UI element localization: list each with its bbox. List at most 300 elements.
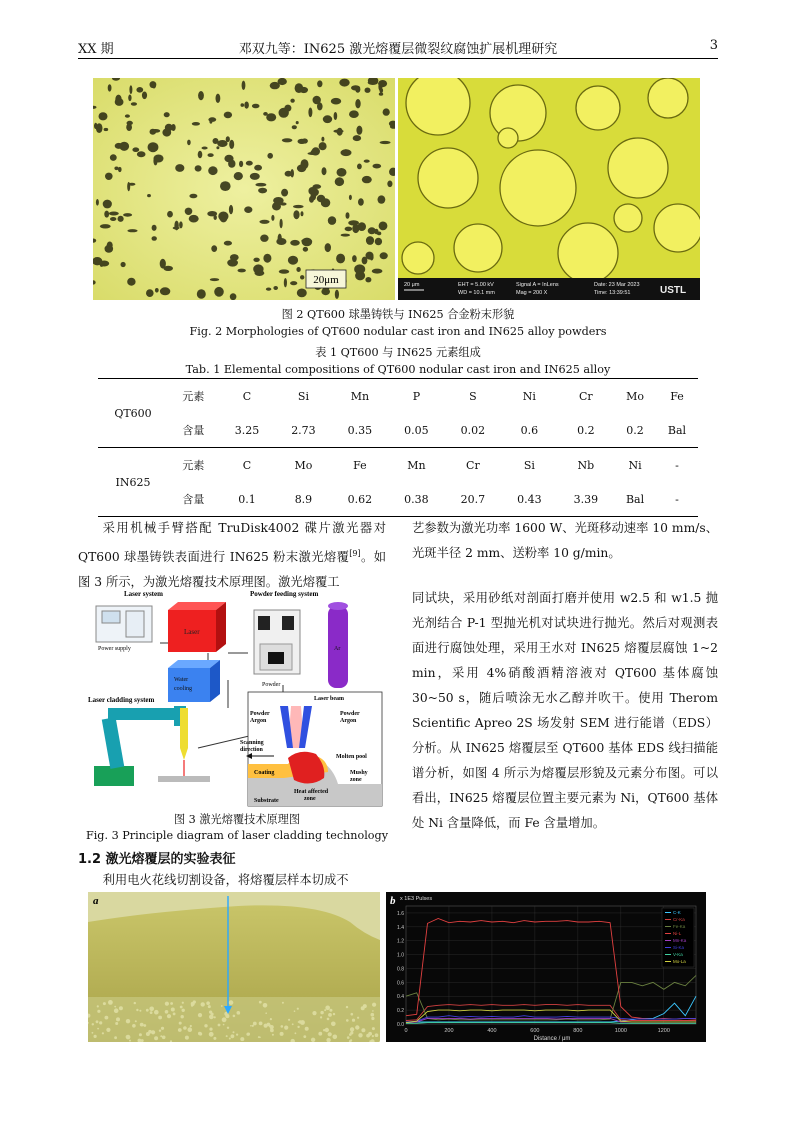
substrate-grain: [240, 1037, 244, 1041]
table-cell: P: [412, 389, 421, 403]
substrate-grain: [312, 1011, 316, 1015]
graphite-nodule: [244, 102, 249, 109]
substrate-grain: [246, 1033, 249, 1036]
label-direction: direction: [240, 747, 263, 753]
graphite-nodule: [365, 277, 371, 282]
graphite-nodule: [319, 142, 327, 150]
graphite-nodule: [379, 222, 388, 231]
substrate-grain: [375, 1033, 379, 1037]
left-paragraph-text: 采用机械手臂搭配 TruDisk4002 碟片激光器对 QT600 球墨铸铁表面进行 IN625 粉末激光熔覆: [78, 521, 386, 565]
substrate-grain: [233, 1015, 236, 1018]
panel-a-label: a: [93, 895, 99, 907]
substrate-grain: [211, 1013, 214, 1016]
graphite-nodule: [375, 238, 382, 245]
label-scanning: Scanning: [240, 740, 264, 746]
sem-logo: USTL: [660, 285, 687, 296]
table-cell: Si: [523, 458, 535, 472]
graphite-nodule: [368, 80, 378, 85]
graphite-nodule: [167, 211, 173, 218]
graphite-nodule: [107, 242, 113, 250]
substrate-grain: [349, 1033, 352, 1036]
substrate-grain: [129, 1040, 131, 1042]
substrate-grain: [173, 1013, 176, 1016]
legend-entry: C-K: [673, 910, 681, 915]
graphite-nodule: [208, 166, 217, 175]
label-laser: Laser: [184, 628, 200, 636]
graphite-nodule: [104, 211, 109, 218]
x-tick-label: 600: [530, 1028, 540, 1034]
substrate-grain: [103, 1002, 106, 1005]
table-cell: Cr: [466, 458, 480, 472]
substrate-grain: [181, 1015, 184, 1018]
left-paragraph: [78, 516, 386, 595]
substrate-grain: [209, 1032, 214, 1037]
graphite-nodule: [146, 289, 154, 297]
graphite-nodule: [267, 153, 273, 159]
graphite-nodule: [303, 247, 308, 252]
graphite-nodule: [333, 130, 343, 133]
graphite-nodule: [282, 138, 293, 142]
graphite-nodule: [280, 219, 283, 229]
substrate-grain: [162, 1036, 166, 1040]
substrate-grain: [222, 1017, 227, 1022]
graphite-nodule: [103, 200, 112, 209]
substrate-grain: [115, 1022, 118, 1025]
graphite-nodule: [380, 141, 391, 144]
robot-arm: [94, 706, 210, 786]
graphite-nodule: [131, 102, 137, 105]
graphite-nodule: [136, 87, 143, 93]
substrate-grain: [114, 1008, 119, 1013]
graphite-nodule: [290, 99, 294, 103]
substrate-grain: [183, 1026, 187, 1030]
substrate-grain: [188, 1027, 193, 1032]
table1-caption-en: Tab. 1 Elemental compositions of QT600 nodular cast iron and IN625 alloy: [185, 363, 611, 376]
graphite-nodule: [210, 278, 219, 281]
fig2-micrograph-qt600: [93, 78, 395, 300]
substrate-grain: [114, 1006, 116, 1008]
graphite-nodule: [238, 269, 246, 273]
substrate-grain: [204, 1024, 207, 1027]
graphite-nodule: [104, 128, 109, 131]
substrate-grain: [250, 1025, 252, 1027]
graphite-nodule: [108, 84, 112, 91]
substrate-grain: [351, 1013, 354, 1016]
table-cell: Bal: [625, 492, 645, 506]
sem-mag: Mag = 200 X: [516, 290, 548, 296]
label-haz-zone: zone: [304, 796, 316, 802]
table-cell: 3.39: [573, 492, 599, 506]
graphite-nodule: [278, 234, 282, 243]
table-cell: 0.43: [517, 492, 542, 506]
substrate-grain: [331, 1022, 336, 1027]
label-powder-feeding: Powder feeding system: [250, 590, 319, 598]
graphite-nodule: [284, 278, 287, 287]
graphite-nodule: [301, 239, 309, 243]
substrate-grain: [114, 1036, 117, 1039]
graphite-nodule: [356, 126, 362, 135]
graphite-nodule: [155, 288, 159, 293]
graphite-nodule: [325, 243, 331, 252]
substrate-grain: [102, 1032, 104, 1034]
graphite-nodule: [337, 168, 347, 177]
sem-eht: EHT = 5.00 kV: [458, 282, 494, 288]
y-tick-label: 0.8: [397, 966, 404, 973]
substrate-grain: [350, 1027, 354, 1031]
graphite-nodule: [353, 135, 361, 141]
eds-line-scan-chart: [386, 892, 706, 1042]
substrate-grain: [352, 1019, 355, 1022]
substrate-grain: [357, 1017, 359, 1019]
substrate-grain: [161, 1027, 164, 1030]
cladding-cross-section-image: [88, 892, 380, 1042]
substrate-grain: [221, 1005, 223, 1007]
table-cell: Fe: [353, 458, 367, 472]
substrate-grain: [372, 1003, 376, 1007]
graphite-nodule: [346, 212, 350, 219]
substrate-grain: [185, 1036, 189, 1040]
graphite-nodule: [292, 125, 297, 129]
table-cell: 2.73: [291, 423, 316, 437]
graphite-nodule: [100, 224, 111, 228]
table-cell: C: [242, 458, 252, 472]
graphite-nodule: [244, 206, 252, 213]
graphite-nodule: [175, 164, 184, 172]
scale-bar-label: 20μm: [313, 274, 339, 286]
substrate-grain: [259, 1037, 261, 1039]
graphite-nodule: [313, 96, 321, 105]
graphite-nodule: [211, 245, 217, 252]
series-line-ni-l: [406, 919, 696, 1020]
graphite-nodule: [349, 110, 359, 118]
graphite-nodule: [160, 287, 170, 295]
graphite-nodule: [255, 183, 266, 187]
table-group-name: IN625: [115, 475, 151, 489]
graphite-nodule: [379, 93, 383, 96]
graphite-nodule: [226, 136, 230, 142]
substrate-grain: [97, 1005, 99, 1007]
graphite-nodule: [216, 94, 221, 103]
issue-label: XX 期: [78, 42, 114, 57]
table-row: [98, 413, 698, 448]
substrate-grain: [371, 1017, 374, 1020]
graphite-nodule: [345, 227, 353, 232]
substrate-grain: [135, 1020, 137, 1022]
substrate-grain: [320, 1016, 322, 1018]
substrate-grain: [328, 1013, 332, 1017]
table-cell: 0.35: [347, 423, 373, 437]
graphite-nodule: [154, 155, 164, 163]
graphite-nodule: [321, 137, 324, 142]
substrate-grain: [178, 1028, 182, 1032]
section-paragraph: 利用电火花线切割设备，将熔覆层样本切成不: [102, 873, 349, 887]
substrate-grain: [231, 1034, 235, 1038]
graphite-nodule: [322, 167, 327, 175]
graphite-nodule: [179, 221, 183, 228]
powder-sphere: [648, 78, 688, 118]
graphite-nodule: [308, 108, 312, 118]
substrate-grain: [327, 1018, 330, 1021]
graphite-nodule: [281, 189, 288, 197]
label-cooling: cooling: [174, 686, 192, 692]
powder-sphere: [500, 150, 576, 226]
table-cell: Fe: [670, 389, 684, 403]
graphite-nodule: [374, 229, 378, 235]
substrate-grain: [238, 1013, 240, 1015]
graphite-nodule: [230, 293, 237, 300]
table-cell: Si: [297, 389, 309, 403]
graphite-nodule: [189, 194, 197, 199]
label-zone: zone: [350, 777, 362, 783]
graphite-nodule: [152, 82, 156, 89]
substrate-grain: [299, 1020, 302, 1023]
table-cell: Bal: [667, 423, 687, 437]
graphite-nodule: [105, 173, 113, 180]
chart-ylabel: x 1E3 Pulses: [400, 896, 433, 902]
graphite-nodule: [216, 146, 219, 149]
graphite-nodule: [202, 147, 208, 150]
chart-xlabel: Distance / μm: [533, 1036, 571, 1042]
graphite-nodule: [378, 195, 386, 203]
powder-sphere: [418, 148, 478, 208]
powder-sphere: [490, 85, 546, 141]
substrate-grain: [333, 1013, 335, 1015]
substrate-grain: [280, 1032, 284, 1036]
substrate-grain: [229, 1038, 231, 1040]
table-cell: Nb: [577, 458, 595, 472]
graphite-nodule: [334, 112, 338, 120]
substrate-grain: [105, 1016, 109, 1020]
substrate-grain: [259, 1001, 262, 1004]
substrate-grain: [180, 1006, 183, 1009]
label-argon-right: Argon: [340, 718, 357, 724]
graphite-nodule: [270, 82, 280, 89]
graphite-nodule: [209, 119, 212, 124]
x-tick-label: 1000: [614, 1028, 627, 1034]
graphite-nodule: [293, 210, 299, 219]
fig2-caption-cn: 图 2 QT600 球墨铸铁与 IN625 合金粉末形貌: [281, 308, 515, 321]
page-number: 3: [709, 38, 718, 53]
graphite-nodule: [387, 181, 392, 188]
graphite-nodule: [271, 215, 274, 221]
graphite-nodule: [362, 257, 368, 265]
table-row: [98, 482, 698, 517]
substrate-grain: [311, 1038, 315, 1042]
substrate-grain: [94, 1035, 97, 1038]
table-cell: -: [675, 458, 679, 472]
graphite-nodule: [380, 252, 388, 259]
substrate-grain: [328, 1032, 332, 1036]
graphite-nodule: [312, 147, 320, 155]
graphite-nodule: [309, 196, 314, 203]
label-mushy: Mushy: [350, 770, 368, 776]
label-cladding-system: Laser cladding system: [88, 696, 155, 704]
label-coating: Coating: [254, 770, 275, 776]
graphite-nodule: [224, 112, 232, 119]
table-cell: 0.38: [404, 492, 429, 506]
substrate-grain: [213, 1037, 216, 1040]
label-laser-system: Laser system: [124, 590, 163, 598]
substrate-grain: [214, 1016, 216, 1018]
graphite-nodule: [128, 183, 135, 186]
graphite-nodule: [229, 205, 233, 214]
table-cell: 0.2: [577, 423, 595, 437]
graphite-nodule: [352, 255, 357, 262]
label-powder-right: Powder: [340, 711, 360, 717]
substrate-grain: [165, 1010, 169, 1014]
substrate-grain: [149, 1007, 154, 1012]
substrate-grain: [292, 1023, 294, 1025]
table-row: [98, 379, 698, 414]
table1-compositions: [98, 378, 698, 517]
graphite-nodule: [118, 216, 124, 222]
fig3-caption-en: Fig. 3 Principle diagram of laser cladding technology: [85, 829, 389, 842]
graphite-nodule: [254, 165, 262, 171]
substrate-grain: [347, 1036, 350, 1039]
fig2-caption-en: Fig. 2 Morphologies of QT600 nodular cast iron and IN625 alloy powders: [189, 325, 607, 338]
substrate-grain: [179, 1022, 182, 1025]
x-tick-label: 400: [487, 1028, 497, 1034]
graphite-nodule: [253, 264, 263, 273]
left-paragraph-end: 。如图 3 所示，为激光熔覆技术原理图。激光熔覆工: [78, 550, 386, 590]
graphite-nodule: [164, 112, 170, 117]
graphite-nodule: [125, 114, 130, 117]
laser-cladding-diagram: [88, 588, 386, 810]
graphite-nodule: [358, 199, 362, 205]
graphite-nodule: [224, 155, 233, 163]
label-powder: Powder: [262, 682, 281, 688]
fig3-diagram: [88, 588, 386, 810]
graphite-nodule: [213, 138, 219, 144]
substrate-grain: [282, 1002, 284, 1004]
table-cell: 3.25: [234, 423, 260, 437]
table-row-label: 元素: [182, 459, 205, 472]
graphite-nodule: [96, 123, 103, 133]
sem-signal: Signal A = InLens: [516, 282, 559, 288]
fig4a-micrograph: [88, 892, 380, 1042]
substrate-grain: [168, 1014, 171, 1017]
table-cell: 0.2: [626, 423, 644, 437]
substrate-grain: [97, 1010, 100, 1013]
substrate-grain: [236, 1034, 238, 1036]
graphite-nodule: [321, 198, 330, 207]
graphite-nodule: [99, 112, 108, 120]
substrate-grain: [295, 1032, 297, 1034]
graphite-nodule: [142, 92, 147, 100]
label-ar: Ar: [334, 646, 341, 652]
sem-date: Date: 23 Mar 2023: [594, 282, 640, 288]
substrate-grain: [108, 1000, 113, 1005]
in625-powder-image: [398, 78, 700, 300]
graphite-nodule: [348, 220, 359, 225]
substrate-grain: [119, 1006, 123, 1010]
table-cell: Ni: [522, 389, 536, 403]
table-cell: Cr: [579, 389, 593, 403]
graphite-nodule: [224, 241, 232, 246]
graphite-nodule: [301, 159, 309, 169]
citation-ref[interactable]: [9]: [349, 549, 361, 558]
substrate-grain: [346, 1006, 348, 1008]
graphite-nodule: [220, 181, 231, 191]
graphite-nodule: [266, 113, 276, 121]
graphite-nodule: [147, 194, 151, 197]
substrate-grain: [132, 1024, 136, 1028]
graphite-nodule: [355, 86, 360, 93]
table-cell: -: [675, 492, 679, 506]
substrate-grain: [323, 1029, 325, 1031]
section-title: 1.2 激光熔覆层的实验表征: [78, 852, 236, 867]
sem-wd: WD = 10.1 mm: [458, 290, 495, 296]
substrate-grain: [297, 1008, 299, 1010]
substrate-grain: [372, 1027, 375, 1030]
graphite-nodule: [132, 147, 139, 152]
table-cell: Mn: [407, 458, 426, 472]
y-tick-label: 1.6: [397, 910, 404, 917]
graphite-nodule: [109, 212, 119, 216]
graphite-nodule: [123, 213, 132, 217]
graphite-nodule: [341, 149, 352, 156]
graphite-nodule: [372, 269, 383, 274]
graphite-nodule: [259, 220, 269, 224]
substrate-grain: [267, 1023, 271, 1027]
graphite-nodule: [355, 99, 360, 108]
label-molten-pool: Molten pool: [336, 754, 367, 760]
x-tick-label: 1200: [657, 1028, 670, 1034]
substrate-grain: [150, 1011, 153, 1014]
graphite-nodule: [364, 160, 370, 163]
water-cooling-box: [168, 668, 210, 702]
graphite-nodule: [279, 108, 289, 118]
cladding-closeup: [240, 692, 382, 806]
y-tick-label: 0.0: [397, 1022, 404, 1028]
substrate-grain: [139, 1010, 141, 1012]
graphite-nodule: [321, 288, 330, 295]
table-cell: Mo: [626, 389, 644, 403]
graphite-nodule: [263, 254, 271, 263]
substrate-grain: [191, 1004, 193, 1006]
substrate-grain: [259, 1022, 263, 1026]
substrate-grain: [272, 1034, 274, 1036]
substrate-grain: [206, 1001, 210, 1005]
graphite-nodule: [308, 187, 316, 195]
graphite-nodule: [121, 262, 126, 267]
graphite-nodule: [96, 199, 99, 206]
graphite-nodule: [357, 164, 362, 170]
graphite-nodule: [160, 259, 166, 269]
graphite-nodule: [217, 140, 227, 147]
substrate-grain: [333, 1035, 338, 1040]
table-cell: 0.05: [404, 423, 429, 437]
substrate-grain: [92, 1023, 94, 1025]
table-row-label: 含量: [182, 493, 205, 506]
substrate-grain: [346, 1019, 349, 1022]
powder-sphere: [576, 86, 620, 130]
substrate-grain: [361, 1028, 365, 1032]
graphite-nodule: [290, 281, 297, 285]
substrate-grain: [372, 1035, 374, 1037]
graphite-nodule: [246, 161, 253, 166]
graphite-nodule: [252, 104, 260, 109]
substrate-grain: [158, 1016, 162, 1020]
substrate-grain: [294, 1010, 296, 1012]
substrate-grain: [106, 1028, 110, 1032]
substrate-grain: [208, 1005, 211, 1008]
table-cell: Ni: [628, 458, 642, 472]
substrate-grain: [371, 1013, 375, 1017]
graphite-nodule: [300, 275, 304, 279]
y-tick-label: 1.4: [397, 924, 404, 931]
graphite-nodule: [115, 95, 121, 105]
